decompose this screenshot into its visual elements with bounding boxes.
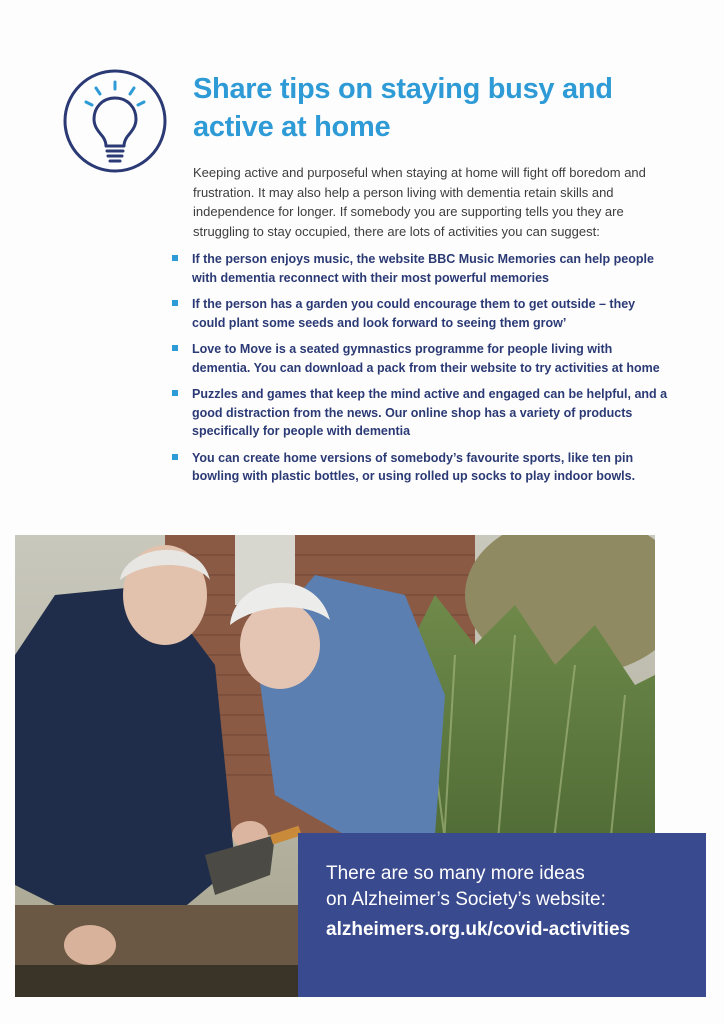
page-title bbox=[193, 70, 673, 146]
list-item bbox=[170, 250, 670, 287]
tips-list bbox=[170, 250, 670, 494]
list-item-text: You can create home versions of somebody’s favourite sports, like ten pin bowling with plastic bottles, or using rolled up socks to play indoor bowls. bbox=[192, 450, 636, 483]
callout-line-2: on Alzheimer’s Society’s website: bbox=[326, 889, 606, 910]
bullet-square-icon bbox=[172, 390, 178, 396]
website-callout-box bbox=[298, 833, 706, 997]
list-item-text: Puzzles and games that keep the mind active and engaged can be helpful, and a good distraction from the news. Our online shop has a variety of products specifically for people with dementia bbox=[192, 387, 668, 438]
bullet-square-icon bbox=[172, 255, 178, 261]
bullet-square-icon bbox=[172, 454, 178, 460]
title-line-1: Share tips on staying busy and bbox=[193, 73, 613, 105]
list-item-text: Love to Move is a seated gymnastics programme for people living with dementia. You can download a pack from their website to try activities at home bbox=[192, 342, 660, 375]
list-item bbox=[170, 340, 670, 377]
list-item-text: If the person has a garden you could encourage them to get outside – they could plant some seeds and look forward to seeing them grow’ bbox=[192, 297, 636, 330]
list-item bbox=[170, 385, 670, 441]
title-line-2: active at home bbox=[193, 111, 391, 143]
list-item bbox=[170, 295, 670, 332]
website-link[interactable]: alzheimers.org.uk/covid-activities bbox=[326, 919, 631, 940]
intro-paragraph: Keeping active and purposeful when staying at home will fight off boredom and frustration. It may also help a person living with dementia retain skills and independence for longer. If somebody you are supporting tells you they are struggling to stay occupied, there are lots of activities you can suggest: bbox=[193, 165, 646, 239]
lightbulb-icon bbox=[62, 68, 168, 174]
bullet-square-icon bbox=[172, 345, 178, 351]
list-item bbox=[170, 449, 670, 486]
callout-line-1: There are so many more ideas bbox=[326, 863, 585, 884]
list-item-text: If the person enjoys music, the website BBC Music Memories can help people with dementia reconnect with their most powerful memories bbox=[192, 252, 654, 285]
bullet-square-icon bbox=[172, 300, 178, 306]
